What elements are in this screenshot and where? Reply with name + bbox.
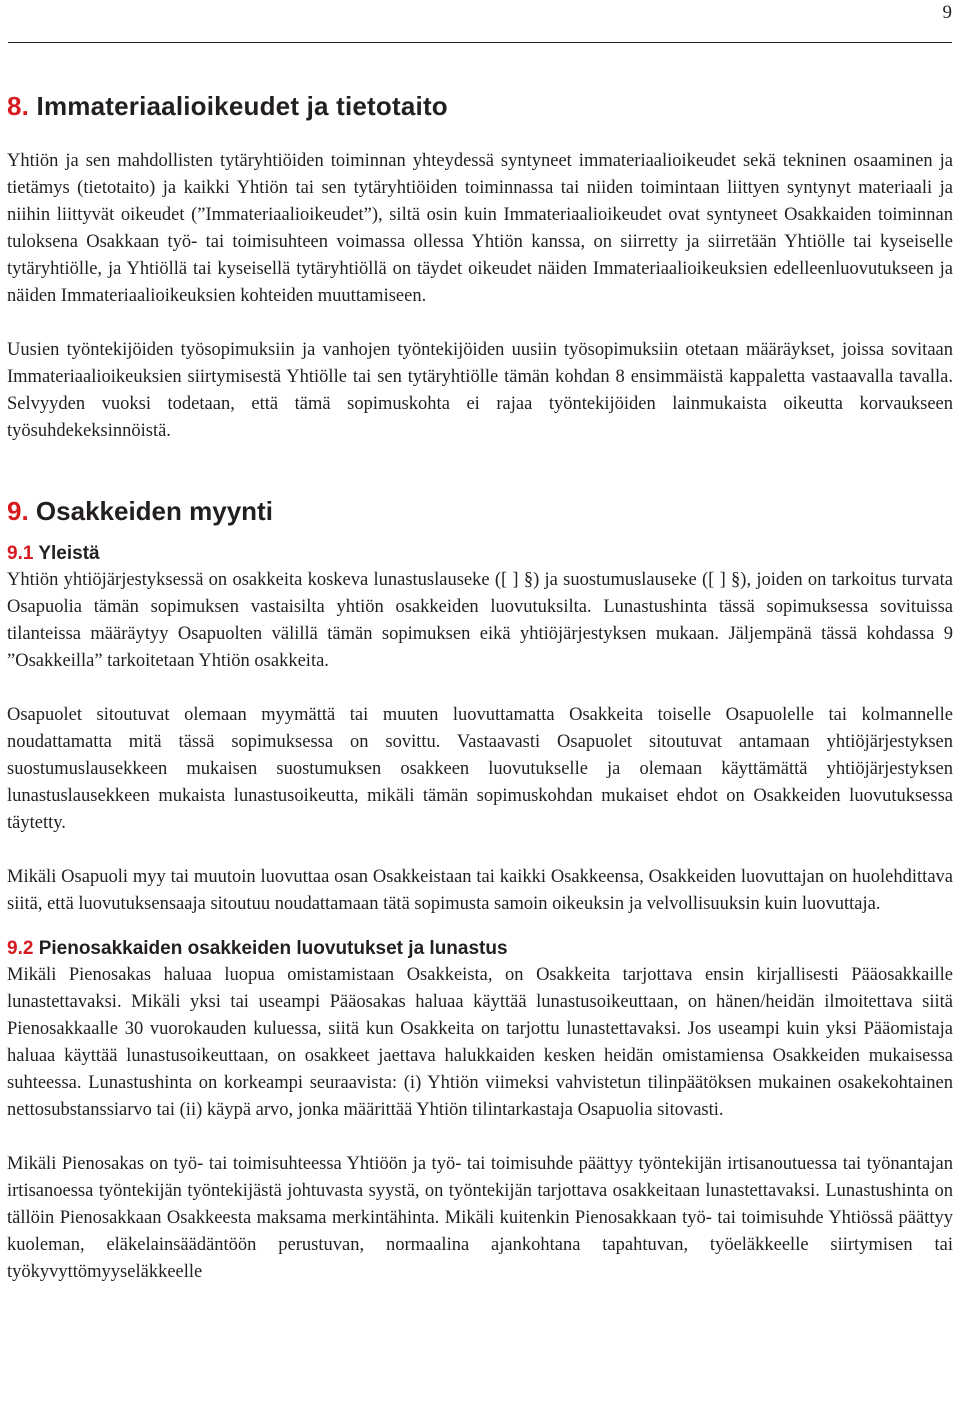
section-9-number: 9.	[7, 496, 29, 526]
page-content	[7, 90, 953, 1313]
section-9-1-paragraph-3: Mikäli Osapuoli myy tai muutoin luovuttaa osan Osakkeistaan tai kaikki Osakkeensa, Osakkeiden luovuttajan on huolehdittava siitä, että luovutuksensaaja sitoutuu noudattamaan tätä sopimusta samoin oikeuksin ja velvollisuuksin kuin luovuttaja.	[7, 867, 953, 914]
section-8-title: Immateriaalioikeudet ja tietotaito	[36, 91, 448, 121]
section-9-2-paragraph-2: Mikäli Pienosakas on työ- tai toimisuhteessa Yhtiöön ja työ- tai toimisuhde päättyy työntekijän irtisanoutuessa tai työnantajan irtisanoessa työntekijän työntekijästä johtuvasta syystä, on työntekijän tarjottava osakkeitaan lunastettavaksi. Lunastushinta on tällöin Pienosakkaan Osakkeesta maksama merkintähinta. Mikäli kuitenkin Pienosakkaan työ- tai toimisuhde Yhtiössä päättyy kuoleman, eläkelainsäädäntöön perustuvan, normaalina ajankohtana tapahtuvan, työeläkkeelle siirtymisen tai työkyvyttömyyseläkkeelle	[7, 1154, 953, 1282]
section-9-1-title: Yleistä	[38, 543, 100, 564]
section-9-heading	[7, 495, 953, 527]
section-9-title: Osakkeiden myynti	[35, 496, 273, 526]
section-9-1-number: 9.1	[7, 543, 34, 564]
section-8-paragraph-2: Uusien työntekijöiden työsopimuksiin ja vanhojen työntekijöiden uusiin työsopimuksiin otetaan määräykset, joissa sovitaan Immateriaalioikeuksien siirtymisestä Yhtiölle tai sen tytäryhtiölle tämän kohdan 8 ensimmäistä kappaletta vastaavalla tavalla. Selvyyden vuoksi todetaan, että tämä sopimuskohta ei rajaa työntekijöiden lainmukaista oikeutta korvaukseen työsuhdekeksinnöistä.	[7, 340, 953, 441]
section-9-1-paragraph-2: Osapuolet sitoutuvat olemaan myymättä tai muuten luovuttamatta Osakkeita toiselle Osapuolelle tai kolmannelle noudattamatta mitä tässä sopimuksessa on sovittu. Vastaavasti Osapuolet sitoutuvat antamaan yhtiöjärjestyksen suostumuslausekkeen mukaisen suostumuksen osakkeen luovutukselle ja olemaan käyttämättä yhtiöjärjestyksen lunastuslausekkeen mukaista lunastusoikeutta, mikäli tämän sopimuskohdan mukaiset ehdot on Osakkeiden luovutuksessa täytetty.	[7, 705, 953, 833]
section-9-1-paragraph-1: Yhtiön yhtiöjärjestyksessä on osakkeita koskeva lunastuslauseke ([ ] §) ja suostumuslauseke ([ ] §), joiden on tarkoitus turvata Osapuolia tämän sopimuksen vastaisilta yhtiön osakkeiden luovutuksilta. Lunastushinta tässä sopimuksessa sovituissa tilanteissa määräytyy Osapuolten välillä tämän sopimuksen eikä yhtiöjärjestyksen mukaan. Jäljempänä tässä kohdassa 9 ”Osakkeilla” tarkoitetaan Yhtiön osakkeita.	[7, 570, 953, 671]
section-9-2-paragraph-1: Mikäli Pienosakas haluaa luopua omistamistaan Osakkeista, on Osakkeita tarjottava ensin kirjallisesti Pääosakkaille lunastettavaksi. Mikäli yksi tai useampi Pääosakas haluaa käyttää lunastusoikeuttaan, on hänen/heidän ilmoitettava siitä Pienosakkaalle 30 vuorokauden kuluessa, siitä kun Osakkeita on tarjottu lunastettavaksi. Jos useampi kuin yksi Pääomistaja haluaa käyttää lunastusoikeuttaan, on osakkeet jaettava halukkaiden kesken heidän omistamiensa Osakkeiden mukaisessa suhteessa. Lunastushinta on korkeampi seuraavista: (i) Yhtiön viimeksi vahvistetun tilinpäätöksen mukainen osakekohtainen nettosubstanssiarvo tai (ii) käypä arvo, jonka määrittää Yhtiön tilintarkastaja Osapuolia sitovasti.	[7, 965, 953, 1120]
page-number: 9	[942, 2, 952, 23]
section-8-heading	[7, 90, 953, 122]
section-9-1-heading	[7, 541, 953, 567]
section-8-paragraph-1: Yhtiön ja sen mahdollisten tytäryhtiöiden toiminnan yhteydessä syntyneet immateriaalioikeudet sekä tekninen osaaminen ja tietämys (tietotaito) ja kaikki Yhtiön tai sen tytäryhtiöiden toiminnassa tai niiden toimintaan liittyen syntynyt materiaali ja niihin liittyvät oikeudet (”Immateriaalioikeudet”), siltä osin kuin Immateriaalioikeudet ovat syntyneet Osakkaiden toiminnan tuloksena Osakkaan työ- tai toimisuhteen voimassa ollessa Yhtiön kanssa, on siirretty ja siirretään Yhtiölle tai kyseiselle tytäryhtiölle, ja Yhtiöllä tai kyseisellä tytäryhtiöllä on täydet oikeudet näiden Immateriaalioikeuksien edelleenluovutukseen ja näiden Immateriaalioikeuksien kohteiden muuttamiseen.	[7, 151, 953, 306]
section-8-number: 8.	[7, 91, 30, 121]
header-rule	[8, 42, 952, 43]
section-9-2-title: Pienosakkaiden osakkeiden luovutukset ja lunastus	[38, 938, 508, 959]
section-9-2-number: 9.2	[7, 938, 34, 959]
section-9-2-heading	[7, 936, 953, 962]
